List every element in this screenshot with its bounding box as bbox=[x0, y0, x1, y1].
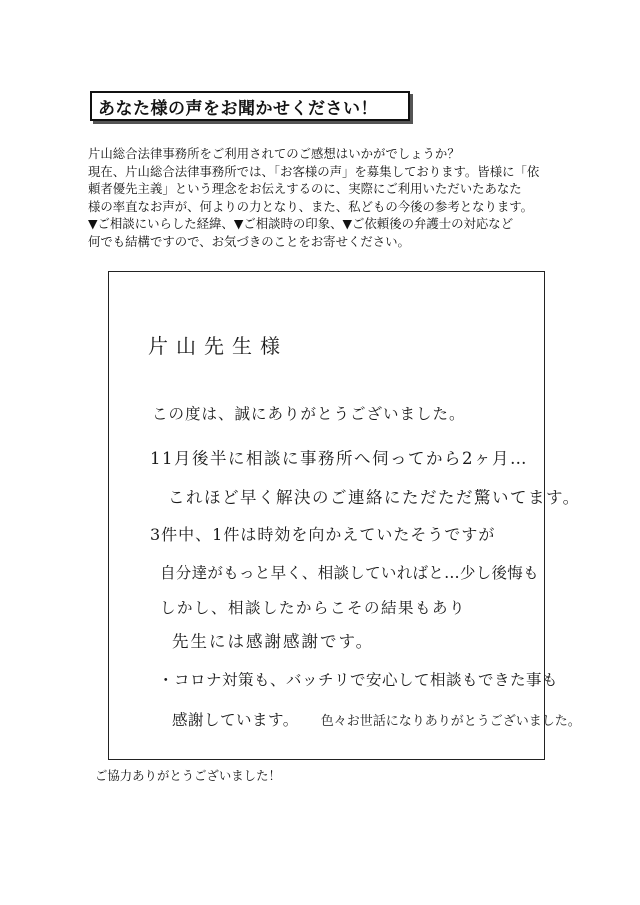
letter-line: しかし、相談したからこその結果もあり bbox=[160, 599, 467, 617]
intro-text bbox=[88, 145, 558, 251]
intro-line: 現在、片山総合法律事務所では、「お客様の声」を募集しております。皆様に「依 bbox=[88, 163, 540, 179]
footer-thanks: ご協力ありがとうございました！ bbox=[95, 768, 281, 783]
letter-line: 11月後半に相談に事務所へ伺ってから2ヶ月… bbox=[150, 449, 528, 468]
letter-line: これほど早く解決のご連絡にただただ驚いてます。 bbox=[168, 488, 581, 507]
letter-line bbox=[172, 708, 581, 730]
letter-line: この度は、誠にありがとうございました。 bbox=[152, 405, 466, 423]
letter-line: 自分達がもっと早く、相談していればと…少し後悔も bbox=[160, 564, 539, 582]
page-title: あなた様の声をお聞かせください！ bbox=[90, 91, 410, 121]
letter-line-text: 感謝しています。 bbox=[172, 711, 299, 729]
letter-salutation: 片山先生様 bbox=[148, 334, 288, 358]
letter-line: ・コロナ対策も、バッチリで安心して相談もできた事も bbox=[158, 671, 559, 689]
intro-line: ▼ご相談にいらした経緯、▼ご相談時の印象、▼ご依頼後の弁護士の対応など bbox=[88, 216, 514, 232]
intro-line: 何でも結構ですので、お気づきのことをお寄せください。 bbox=[88, 233, 410, 249]
letter-line: 先生には感謝感謝です。 bbox=[172, 632, 375, 651]
intro-line: 様の率直なお声が、何よりの力となり、また、私どもの今後の参考となります。 bbox=[88, 198, 534, 214]
letter-line: 3件中、1件は時効を向かえていたそうですが bbox=[150, 525, 496, 544]
letter-closing: 色々お世話になりありがとうございました。 bbox=[320, 714, 581, 729]
intro-line: 頼者優先主義」という理念をお伝えするのに、実際にご利用いただいたあなた bbox=[88, 181, 522, 197]
intro-line: 片山総合法律事務所をご利用されてのご感想はいかがでしょうか？ bbox=[88, 146, 460, 161]
